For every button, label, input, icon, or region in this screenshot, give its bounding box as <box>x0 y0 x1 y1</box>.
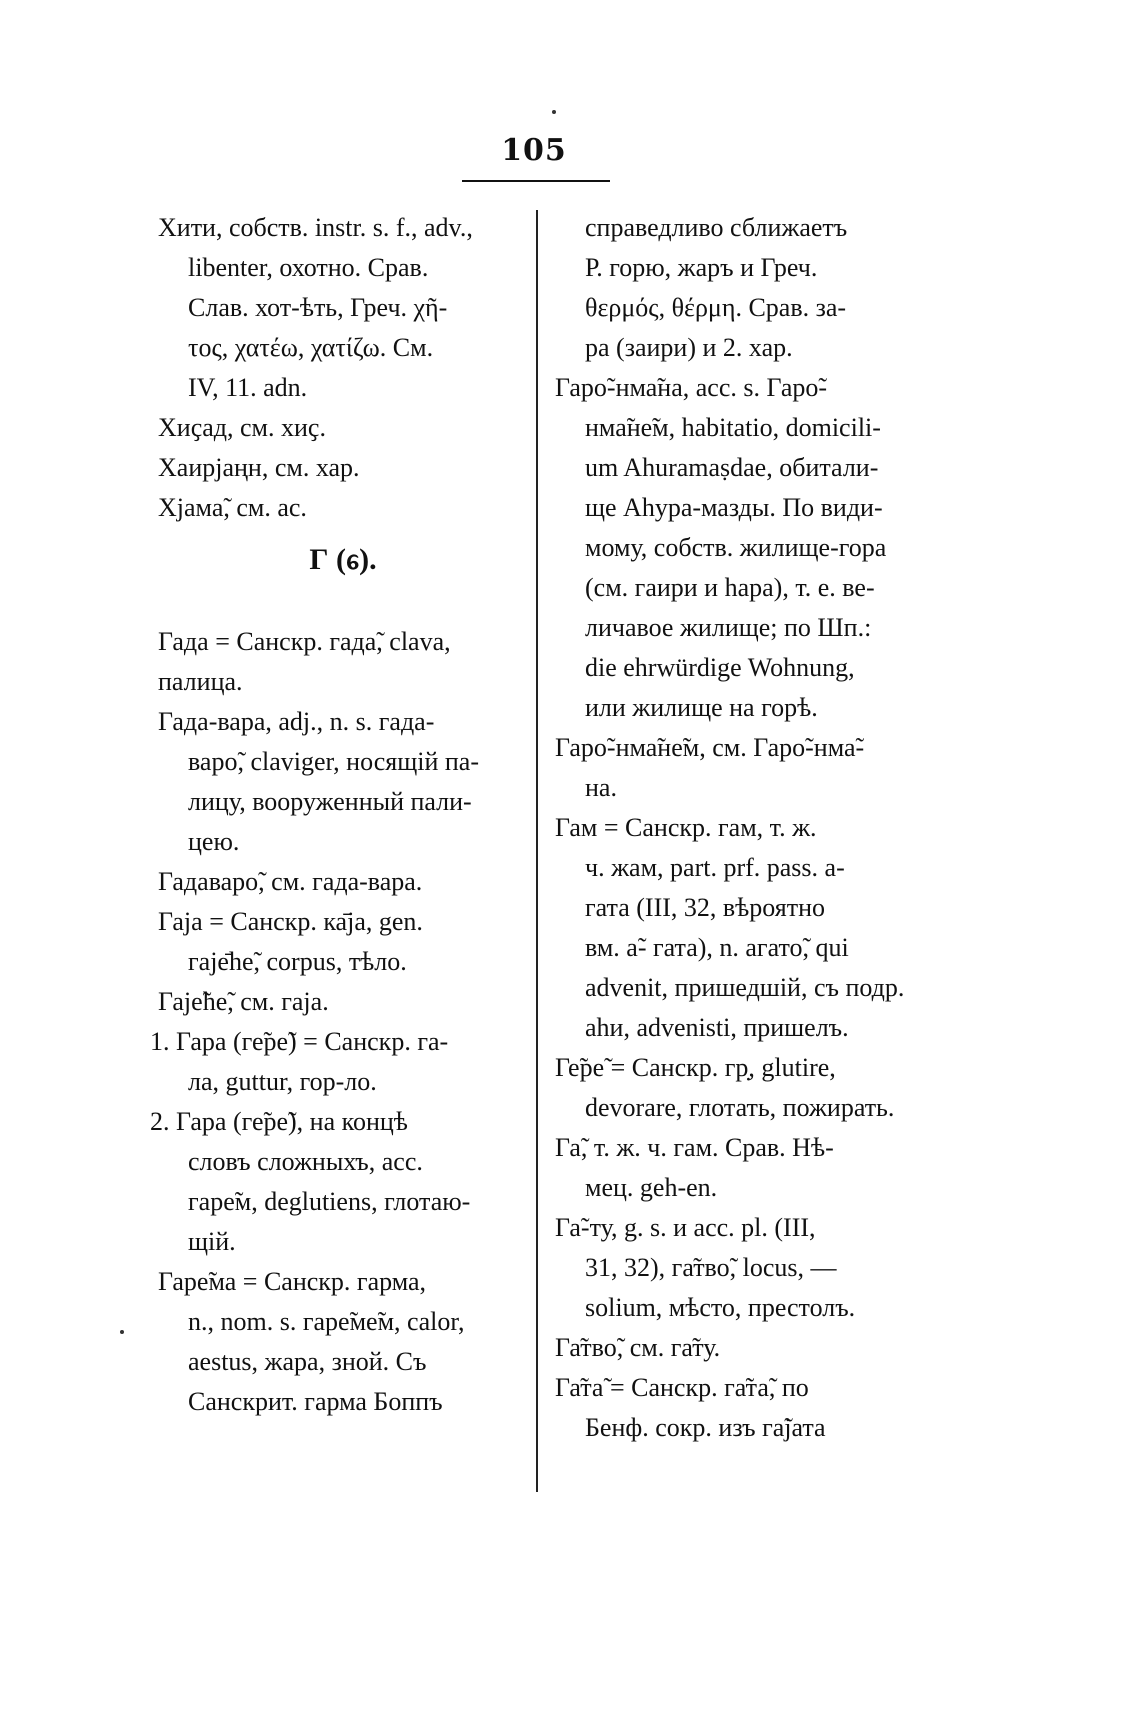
dictionary-line: θερμός, θέρμη. Срав. за- <box>585 293 847 322</box>
column-divider <box>536 210 538 1492</box>
dictionary-line: Гам = Санскр. гам, т. ж. <box>555 813 817 842</box>
dictionary-line: Га̃тво̃, см. га̃ту. <box>555 1333 721 1362</box>
dictionary-line: Гада-вара, adj., n. s. гада- <box>158 707 435 736</box>
page-number: 105 <box>501 133 567 168</box>
dictionary-line: палица. <box>158 667 243 696</box>
dictionary-line: Р. горю, жаръ и Греч. <box>585 253 818 282</box>
dictionary-line: Гаје̃hе̃, см. гаја. <box>158 987 329 1016</box>
dictionary-line: aestus, жара, зной. Съ <box>188 1347 427 1376</box>
dictionary-line: n., nom. s. гаре̃ме̃м, calor, <box>188 1307 465 1336</box>
dictionary-line: advenit, пришедшій, съ подр. <box>585 973 905 1002</box>
dictionary-line: вм. а̃- гата), n. агато̃, qui <box>585 933 849 962</box>
dictionary-line: Хити, собств. instr. s. f., adv., <box>158 213 473 242</box>
dictionary-line: мому, собств. жилище-гора <box>585 533 887 562</box>
dictionary-line: варо̃, claviger, носящій па- <box>188 747 479 776</box>
dictionary-line: Хаирјаңн, см. хар. <box>158 453 360 482</box>
dictionary-line: лицу, вооруженный пали- <box>188 787 472 816</box>
dictionary-line: 2. Гара (ге̃ре̃), на концѣ <box>150 1107 408 1136</box>
dictionary-line: Га̃та̃ = Санскр. га̃та̃, по <box>555 1373 809 1402</box>
dictionary-line: на. <box>585 773 617 802</box>
dictionary-line: Гаја = Санскр. ка̄ја, gen. <box>158 907 423 936</box>
dictionary-line: или жилище на горѣ. <box>585 693 818 722</box>
dictionary-line: гаје̄hе̃, corpus, тѣло. <box>188 947 407 976</box>
dictionary-line: Гаро̃-нма̃на, acc. s. Гаро̃- <box>555 373 828 402</box>
dictionary-line: ра (заири) и 2. хар. <box>585 333 793 362</box>
section-letter-heading: Г (ᧈ). <box>309 543 377 576</box>
left-column <box>150 208 528 1422</box>
dictionary-line: Хјама̃, см. ас. <box>158 493 307 522</box>
dictionary-line: Га̃-ту, g. s. и acc. pl. (III, <box>555 1213 816 1242</box>
dictionary-line: ла, guttur, гор-ло. <box>188 1067 377 1096</box>
dictionary-line: гата (III, 32, вѣроятно <box>585 893 826 922</box>
dictionary-line: аhи, advenisti, пришелъ. <box>585 1013 849 1042</box>
dictionary-line: 31, 32), га̃тво̃, locus, — <box>585 1253 837 1282</box>
dictionary-line: личавое жилище; по Шп.: <box>585 613 872 642</box>
right-column <box>555 208 927 1448</box>
dictionary-line: Слав. хот-ѣть, Греч. χῆ- <box>188 293 448 322</box>
dictionary-line: Ге̃ре̃ = Санскр. гр̣, glutire, <box>555 1053 836 1082</box>
stray-ink-mark <box>120 1330 124 1334</box>
dictionary-line: IV, 11. adn. <box>188 373 308 402</box>
dictionary-line: Гаре̃ма = Санскр. гарма, <box>158 1267 427 1296</box>
dictionary-line: Гада = Санскр. гада̃, clava, <box>158 627 451 656</box>
dictionary-line: Санскрит. гарма Боппъ <box>188 1387 443 1416</box>
dictionary-line: Га̃, т. ж. ч. гам. Срав. Нѣ- <box>555 1133 834 1162</box>
dictionary-line: мец. geh-en. <box>585 1173 718 1202</box>
dictionary-line: цею. <box>188 827 240 856</box>
page-number-underline <box>462 180 610 182</box>
dictionary-line: devorare, глотать, пожирать. <box>585 1093 895 1122</box>
dictionary-line: справедливо сближаетъ <box>585 213 848 242</box>
dictionary-line: solium, мѣсто, престолъ. <box>585 1293 856 1322</box>
dictionary-line: libenter, охотно. Срав. <box>188 253 429 282</box>
dictionary-line: (см. гаири и hара), т. е. ве- <box>585 573 875 602</box>
dictionary-line: um Ahuramaṣdae, обитали- <box>585 453 879 482</box>
dictionary-line: Гаро̃-нма̃не̃м, см. Гаро̃-нма̃- <box>555 733 865 762</box>
stray-ink-mark <box>552 110 556 114</box>
dictionary-line: словъ сложныхъ, acc. <box>188 1147 423 1176</box>
dictionary-line: ч. жам, part. prf. pass. а- <box>585 853 845 882</box>
dictionary-line: ще Ahура-мазды. По види- <box>585 493 883 522</box>
dictionary-line: гаре̃м, deglutiens, глотаю- <box>188 1187 471 1216</box>
dictionary-line: die ehrwürdige Wohnung, <box>585 653 855 682</box>
dictionary-line: τος, χατέω, χατίζω. См. <box>188 333 434 362</box>
dictionary-line: Бенф. сокр. изъ га̃јата <box>585 1413 826 1442</box>
dictionary-line: 1. Гара (ге̃ре̃) = Санскр. га- <box>150 1027 449 1056</box>
dictionary-line: Хиҫад, см. хиҫ. <box>158 413 326 442</box>
dictionary-line: Гадаваро̃, см. гада-вара. <box>158 867 423 896</box>
dictionary-line: щій. <box>188 1227 236 1256</box>
dictionary-line: нма̃не̃м, habitatio, domicili- <box>585 413 881 442</box>
